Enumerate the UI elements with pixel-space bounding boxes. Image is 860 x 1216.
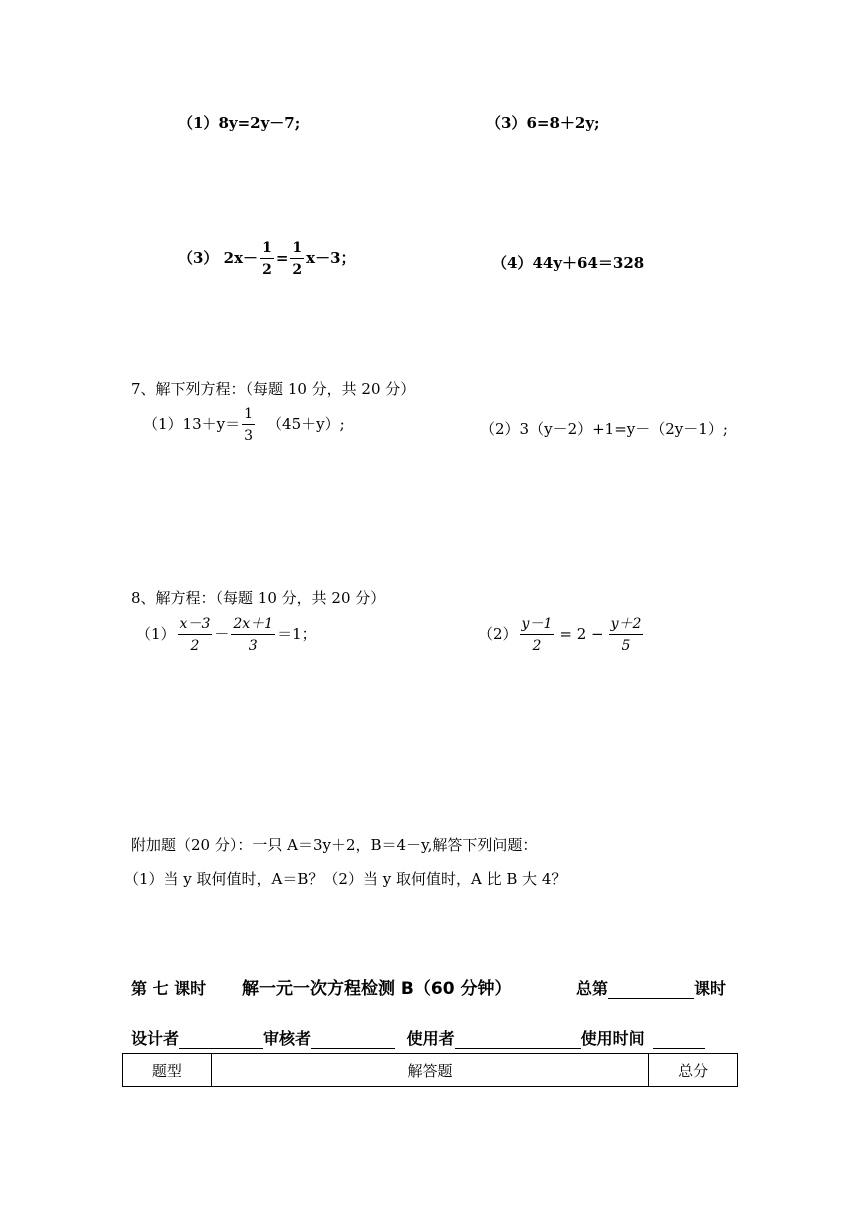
lesson-title: 解一元一次方程检测 B（60 分钟）: [242, 979, 512, 999]
user-label: 使用者: [406, 1029, 455, 1048]
section-7-title: 7、解下列方程：（每题 10 分，共 20 分）: [131, 380, 416, 398]
user-blank[interactable]: [455, 1032, 581, 1049]
item-label: （4）: [492, 254, 533, 272]
reviewer-label: 审核者: [263, 1029, 312, 1048]
designer-label: 设计者: [131, 1029, 180, 1048]
fraction-one-third: $\frac{1}{3}$: [244, 406, 254, 444]
fraction-y-minus-1-over-2: $\frac{y-1}{2}$: [521, 616, 553, 654]
fraction-one-half-a: $\frac{1}{2}$: [262, 240, 272, 278]
equation-text: 3（y－2）+1=y－（2y－1）;: [519, 420, 728, 438]
question-type-header: 题型: [123, 1054, 212, 1087]
equation-post: ＝1；: [277, 625, 317, 643]
bonus-question-line-1: 附加题（20 分）：一只 A＝3y＋2，B＝4－y,解答下列问题：: [131, 836, 538, 854]
item-label: （1）: [178, 114, 219, 132]
item-label: （3）: [178, 249, 219, 267]
bonus-question-line-2: （1）当 y 取何值时，A＝B？（2）当 y 取何值时，A 比 B 大 4？: [124, 870, 567, 888]
answer-questions-header: 解答题: [211, 1054, 649, 1087]
equation-7-2: [480, 418, 728, 439]
equation-post: （45＋y）;: [267, 415, 345, 433]
total-score-header: 总分: [649, 1054, 738, 1087]
equation-text: 6=8＋2y;: [526, 114, 600, 132]
item-label: （2）: [480, 420, 520, 438]
fraction-2x-plus-1-over-3: $\frac{2x+1}{3}$: [233, 616, 274, 654]
total-lesson-count: [576, 976, 726, 999]
equation-pre: 2x－: [223, 249, 259, 267]
use-time-label: 使用时间: [580, 1029, 645, 1048]
equation-6-4: [492, 252, 644, 273]
minus-sign: －: [214, 625, 230, 643]
section-8-title: 8、解方程：（每题 10 分，共 20 分）: [131, 589, 386, 607]
signature-line: [131, 1026, 705, 1049]
lesson-number: 第 七 课时: [131, 979, 207, 998]
reviewer-blank[interactable]: [311, 1032, 395, 1049]
item-label: （2）: [478, 625, 518, 643]
equation-6-2: [486, 112, 600, 133]
item-label: （1）: [136, 625, 176, 643]
equals-sign: =: [275, 249, 289, 267]
equation-mid: = 2 −: [559, 625, 604, 643]
item-label: （1）: [143, 415, 183, 433]
total-prefix: 总第: [576, 979, 609, 998]
use-time-blank[interactable]: [653, 1032, 705, 1049]
total-suffix: 课时: [694, 979, 727, 998]
equation-pre: 13＋y＝: [182, 415, 241, 433]
equation-7-1: [143, 407, 345, 443]
equation-6-1: [178, 112, 300, 133]
equation-8-1: [136, 617, 317, 653]
equation-text: 44y＋64＝328: [532, 254, 645, 272]
designer-blank[interactable]: [179, 1032, 263, 1049]
score-table: [122, 1053, 738, 1087]
equation-text: 8y=2y－7;: [218, 114, 301, 132]
item-label: （3）: [486, 114, 527, 132]
equation-8-2: [478, 617, 645, 653]
fraction-one-half-b: $\frac{1}{2}$: [292, 240, 303, 278]
equation-6-3: [178, 241, 356, 277]
equation-post: x－3；: [306, 249, 356, 267]
total-lesson-blank[interactable]: [608, 982, 694, 999]
fraction-x-minus-3-over-2: $\frac{x-3}{2}$: [179, 616, 211, 654]
fraction-y-plus-2-over-5: $\frac{y+2}{5}$: [610, 616, 642, 654]
